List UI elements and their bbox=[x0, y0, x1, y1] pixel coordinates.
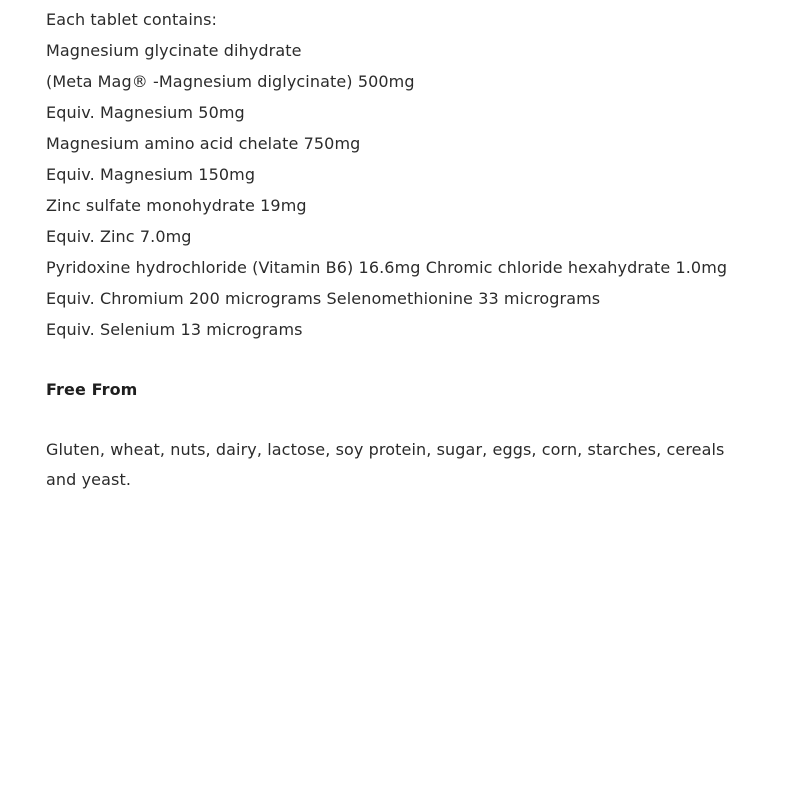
ingredient-line: Pyridoxine hydrochloride (Vitamin B6) 16.6mg Chromic chloride hexahydrate 1.0mg bbox=[46, 258, 728, 277]
ingredient-line: Equiv. Magnesium 50mg bbox=[46, 103, 245, 122]
ingredients-list bbox=[46, 4, 754, 345]
ingredient-line: Equiv. Selenium 13 micrograms bbox=[46, 320, 303, 339]
ingredient-line: (Meta Mag® -Magnesium diglycinate) 500mg bbox=[46, 72, 415, 91]
ingredient-line: Equiv. Chromium 200 micrograms Selenomethionine 33 micrograms bbox=[46, 289, 601, 308]
ingredient-line: Equiv. Zinc 7.0mg bbox=[46, 227, 192, 246]
ingredient-line: Magnesium glycinate dihydrate bbox=[46, 41, 302, 60]
ingredient-line: Zinc sulfate monohydrate 19mg bbox=[46, 196, 307, 215]
free-from-text: Gluten, wheat, nuts, dairy, lactose, soy protein, sugar, eggs, corn, starches, cereals and yeast. bbox=[46, 440, 725, 489]
ingredient-line: Magnesium amino acid chelate 750mg bbox=[46, 134, 361, 153]
ingredient-line: Equiv. Magnesium 150mg bbox=[46, 165, 256, 184]
free-from-heading: Free From bbox=[46, 380, 138, 399]
ingredient-line: Each tablet contains: bbox=[46, 10, 218, 29]
